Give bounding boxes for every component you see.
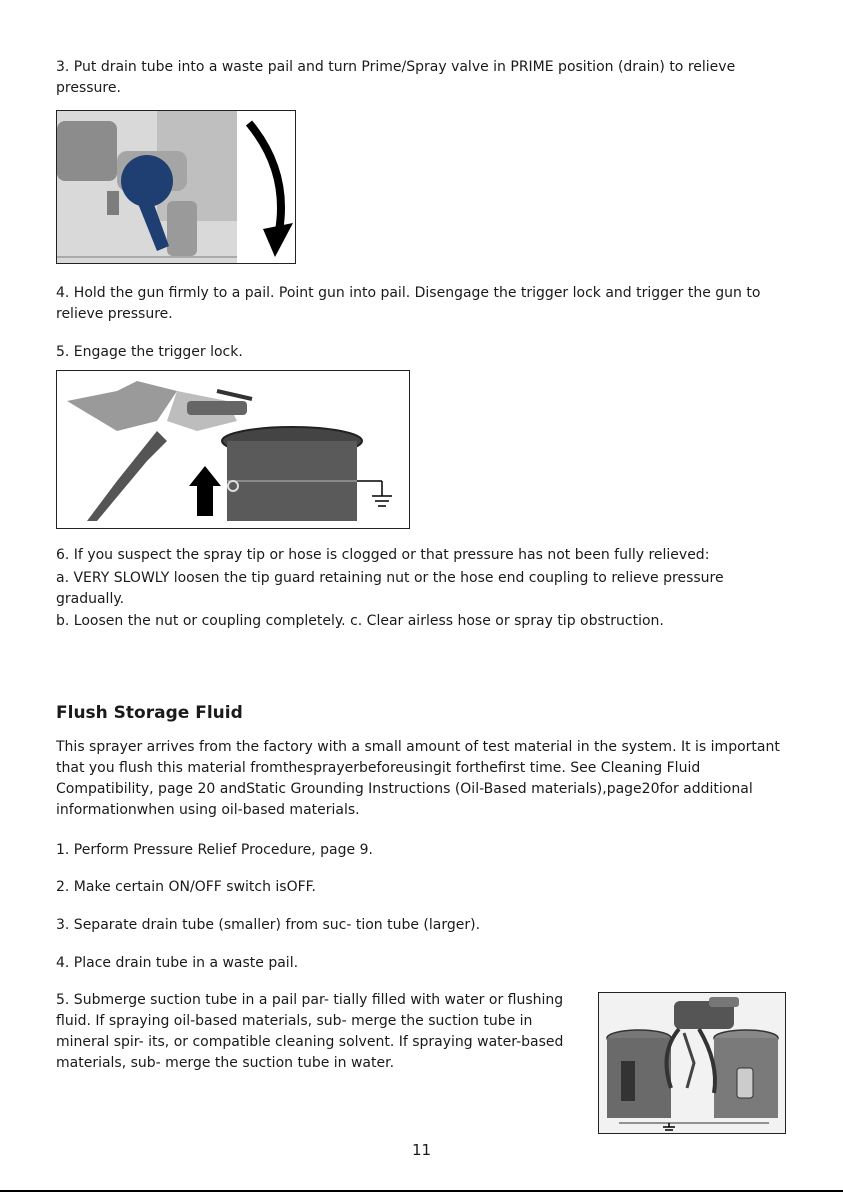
prime-valve-illustration-icon bbox=[57, 111, 295, 263]
page-number: 11 bbox=[411, 1141, 432, 1159]
flush-two-pails-figure bbox=[598, 992, 786, 1134]
flush-step-5: 5. Submerge suction tube in a pail par- tially filled with water or flushing fluid. If spraying oil-based materials, sub- merge the suction tube in mineral spir- its, or compatible cleaning solvent. If spraying water-based materials, sub- merge the suction tube in water. bbox=[56, 992, 564, 1071]
flush-two-pails-illustration-icon bbox=[599, 993, 785, 1133]
section-title: Flush Storage Fluid bbox=[56, 703, 243, 723]
flush-step-1: 1. Perform Pressure Relief Procedure, page 9. bbox=[56, 842, 373, 858]
flush-step-4: 4. Place drain tube in a waste pail. bbox=[56, 955, 299, 971]
step-5-engage-lock: 5. Engage the trigger lock. bbox=[56, 344, 243, 360]
prime-valve-figure bbox=[56, 110, 296, 264]
section-intro: This sprayer arrives from the factory with a small amount of test material in the system. It is important that you flush this material fromthesprayerbeforeusingit forthefirst time. See Cleaning Fluid Compatibility, page 20 andStatic Grounding Instructions (Oil-Based materials),page20for additional informationwhen using oil-based materials. bbox=[56, 739, 780, 818]
flush-step-2: 2. Make certain ON/OFF switch isOFF. bbox=[56, 879, 316, 895]
flush-step-3: 3. Separate drain tube (smaller) from suc- tion tube (larger). bbox=[56, 917, 481, 933]
step-6a-loosen-slowly: a. VERY SLOWLY loosen the tip guard retaining nut or the hose end coupling to relieve pressure gradually. bbox=[56, 570, 724, 607]
step-3-drain-tube: 3. Put drain tube into a waste pail and turn Prime/Spray valve in PRIME position (drain) to relieve pressure. bbox=[56, 59, 736, 96]
spray-gun-pail-illustration-icon bbox=[57, 371, 409, 528]
step-6b-clear-obstruction: b. Loosen the nut or coupling completely. c. Clear airless hose or spray tip obstruction. bbox=[56, 613, 664, 629]
step-6-clogged: 6. If you suspect the spray tip or hose is clogged or that pressure has not been fully relieved: bbox=[56, 547, 710, 563]
spray-gun-pail-figure bbox=[56, 370, 410, 529]
step-4-hold-gun: 4. Hold the gun firmly to a pail. Point gun into pail. Disengage the trigger lock and trigger the gun to relieve pressure. bbox=[56, 285, 761, 322]
